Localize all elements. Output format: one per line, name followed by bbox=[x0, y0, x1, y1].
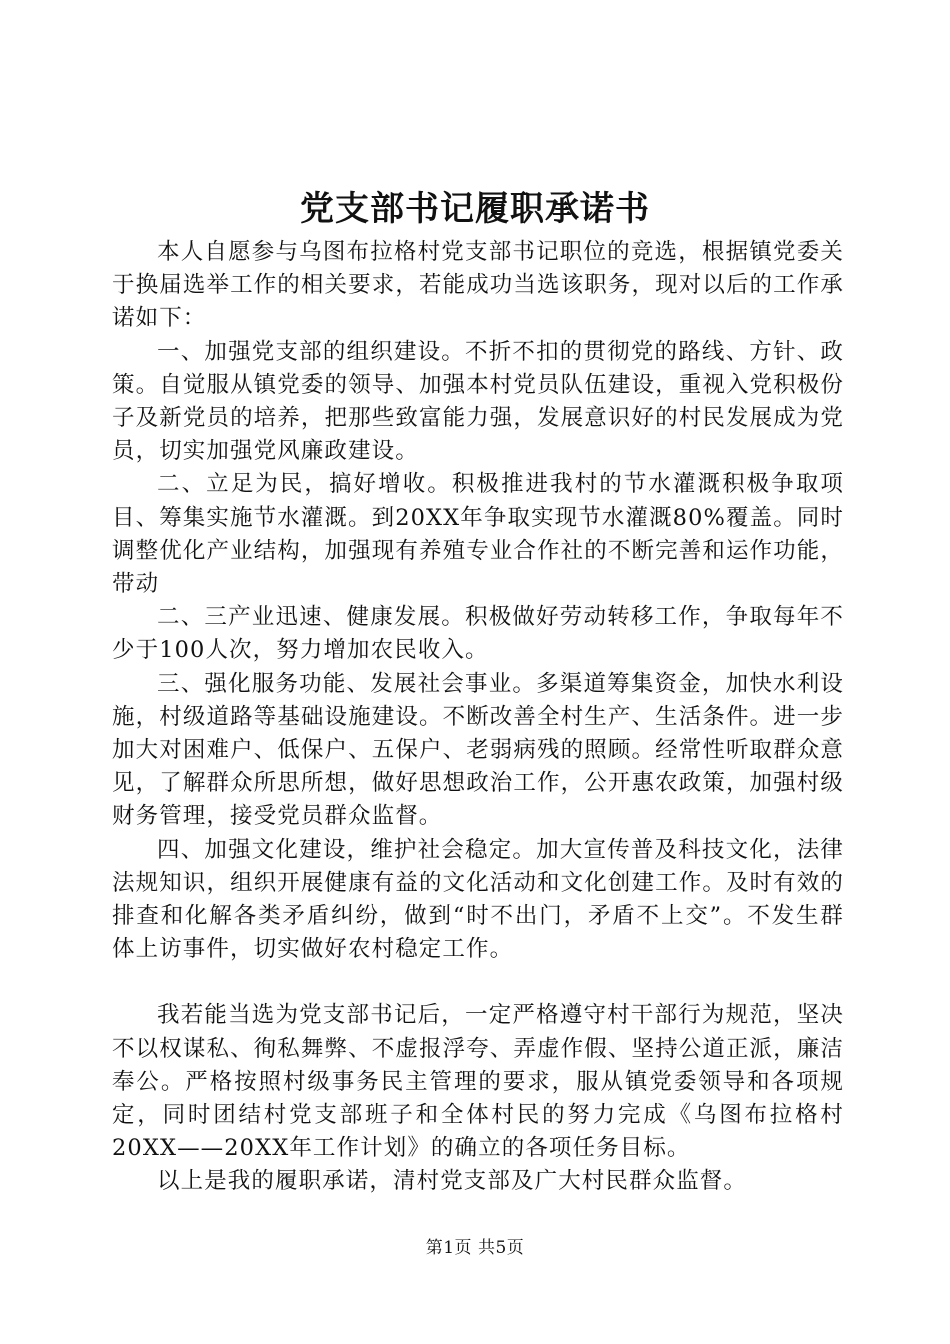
paragraph-closing: 以上是我的履职承诺，清村党支部及广大村民群众监督。 bbox=[157, 1168, 748, 1195]
paragraph-commitment-2: 二、立足为民，搞好增收。积极推进我村的节水灌溉积极争取项目、筹集实施节水灌溉。到20XX年争取实现节水灌溉80%覆盖。同时调整优化产业结构，加强现有养殖专业合作社的不断完善和运作功能，带动 bbox=[112, 471, 844, 598]
paragraph-intro: 本人自愿参与乌图布拉格村党支部书记职位的竞选，根据镇党委关于换届选举工作的相关要求，若能成功当选该职务，现对以后的工作承诺如下： bbox=[112, 239, 844, 332]
paragraph-spacer bbox=[112, 966, 844, 999]
document-title: 党支部书记履职承诺书 bbox=[300, 189, 650, 229]
page-number-footer: 第1页 共5页 bbox=[425, 1238, 525, 1258]
paragraph-commitment-4: 四、加强文化建设，维护社会稳定。加大宣传普及科技文化，法律法规知识，组织开展健康有益的文化活动和文化创建工作。及时有效的排查和化解各类矛盾纠纷，做到“时不出门，矛盾不上交”。不发生群体上访事件，切实做好农村稳定工作。 bbox=[112, 836, 844, 963]
paragraph-commitment-3: 三、强化服务功能、发展社会事业。多渠道筹集资金，加快水利设施，村级道路等基础设施建设。不断改善全村生产、生活条件。进一步加大对困难户、低保户、五保户、老弱病残的照顾。经常性听取群众意见，了解群众所思所想，做好思想政治工作，公开惠农政策，加强村级财务管理，接受党员群众监督。 bbox=[112, 670, 844, 830]
document-body bbox=[112, 236, 844, 1199]
paragraph-commitment-1: 一、加强党支部的组织建设。不折不扣的贯彻党的路线、方针、政策。自觉服从镇党委的领导、加强本村党员队伍建设，重视入党积极份子及新党员的培养，把那些致富能力强，发展意识好的村民发展成为党员，切实加强党风廉政建设。 bbox=[112, 338, 844, 465]
paragraph-commitment-2-cont: 二、三产业迅速、健康发展。积极做好劳动转移工作，争取每年不少于100人次，努力增加农民收入。 bbox=[112, 604, 844, 664]
paragraph-pledge: 我若能当选为党支部书记后，一定严格遵守村干部行为规范，坚决不以权谋私、徇私舞弊、不虚报浮夸、弄虚作假、坚持公道正派，廉洁奉公。严格按照村级事务民主管理的要求，服从镇党委领导和各项规定，同时团结村党支部班子和全体村民的努力完成《乌图布拉格村20XX——20XX年工作计划》的确立的各项任务目标。 bbox=[112, 1002, 844, 1162]
